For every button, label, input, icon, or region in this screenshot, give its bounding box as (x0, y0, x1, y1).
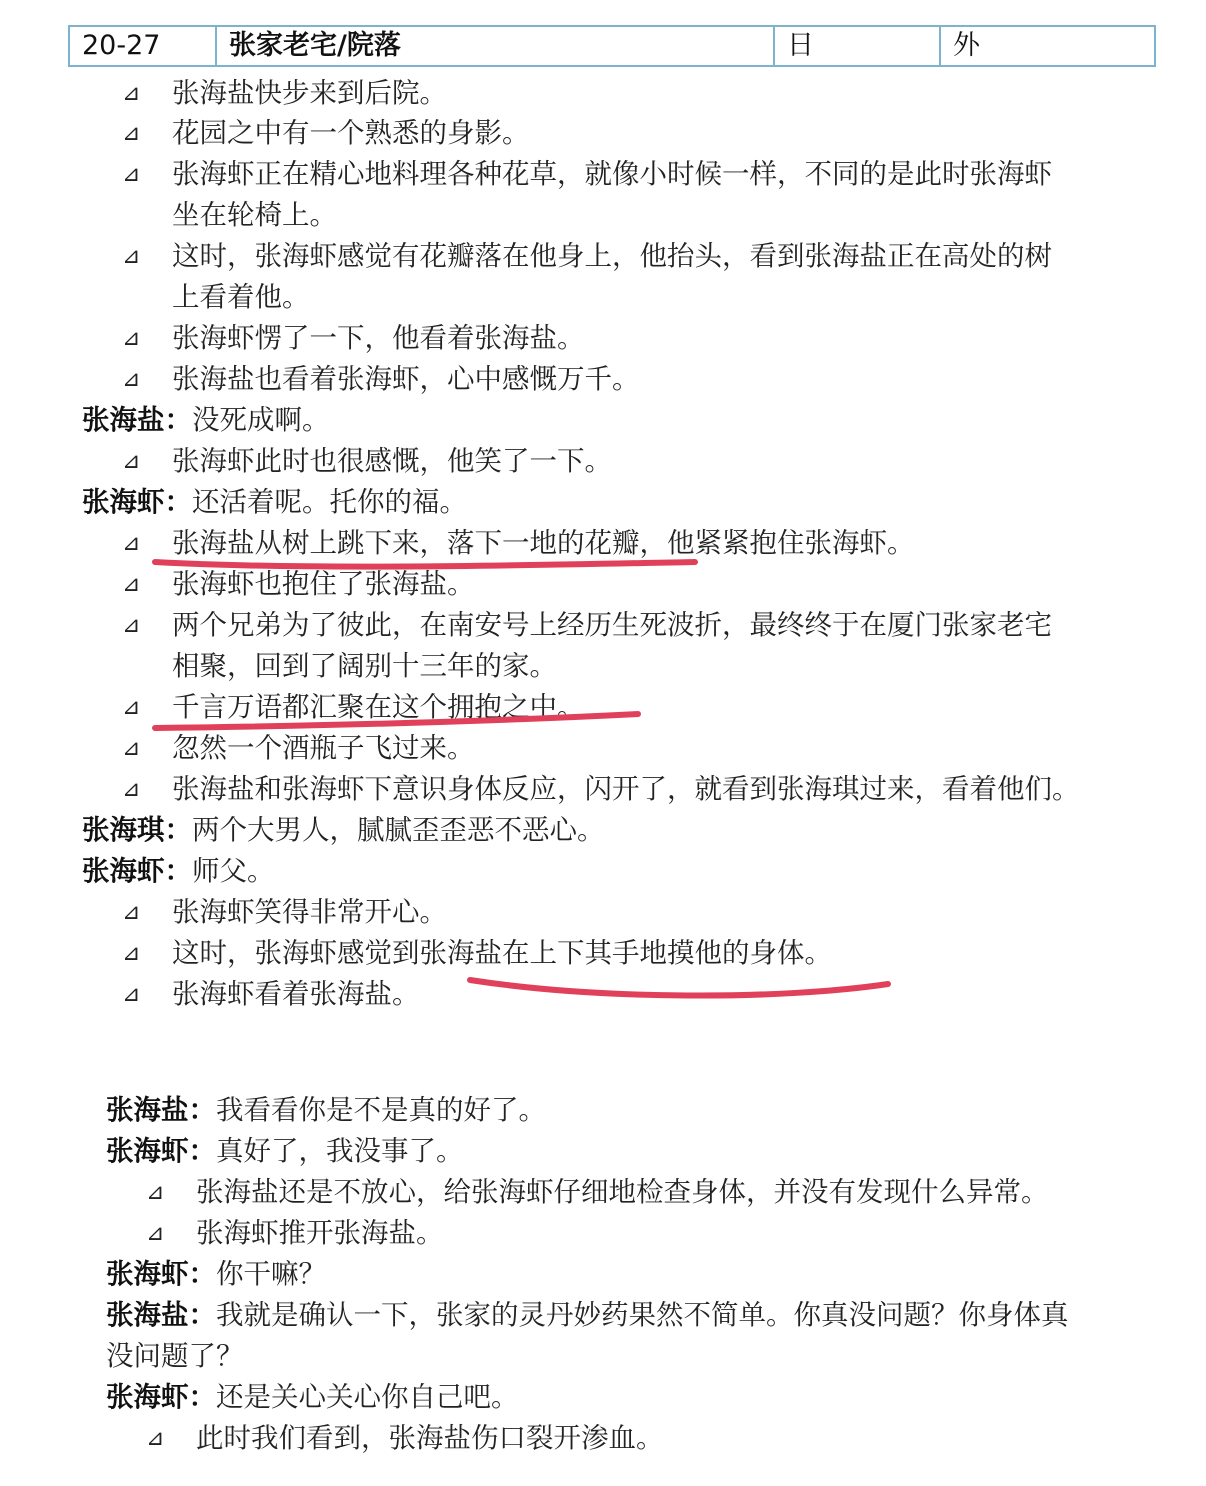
dialogue-line (106, 1295, 1069, 1336)
speaker-name: 张海虾： (82, 855, 192, 887)
action-line: 千言万语都汇聚在这个拥抱之中。 (172, 691, 585, 723)
action-line: 花园之中有一个熟悉的身影。 (172, 117, 530, 149)
scene-number: 20-27 (70, 27, 217, 65)
speaker-name: 张海虾： (106, 1381, 216, 1413)
speaker-name: 张海盐： (106, 1299, 216, 1331)
speaker-name: 张海虾： (106, 1258, 216, 1290)
dialogue-line (106, 1377, 519, 1418)
action-marker: ⊿ (122, 121, 141, 146)
action-marker: ⊿ (146, 1426, 165, 1451)
action-line: 这时，张海虾感觉到张海盐在上下其手地摸他的身体。 (172, 937, 832, 969)
action-marker: ⊿ (122, 736, 141, 761)
scene-setting: 外 (953, 30, 980, 61)
action-marker: ⊿ (122, 982, 141, 1007)
dialogue-text: 真好了，我没事了。 (216, 1135, 464, 1167)
action-marker: ⊿ (122, 531, 141, 556)
dialogue-line (82, 482, 467, 523)
action-line: 张海盐也看着张海虾，心中感慨万千。 (172, 363, 640, 395)
action-marker: ⊿ (122, 162, 141, 187)
dialogue-text: 师父。 (192, 855, 275, 887)
action-line: 张海虾愣了一下，他看着张海盐。 (172, 322, 585, 354)
scene-time: 日 (775, 27, 941, 65)
action-continuation: 相聚，回到了阔别十三年的家。 (172, 650, 557, 682)
speaker-name: 张海琪： (82, 814, 192, 846)
action-marker: ⊿ (146, 1221, 165, 1246)
action-marker: ⊿ (122, 900, 141, 925)
speaker-name: 张海盐： (106, 1094, 216, 1126)
action-line: 张海盐快步来到后院。 (172, 77, 447, 109)
action-line: 张海虾此时也很感慨，他笑了一下。 (172, 445, 612, 477)
scene-location: 张家老宅/院落 (217, 27, 775, 65)
dialogue-line (106, 1131, 464, 1172)
action-marker: ⊿ (122, 81, 141, 106)
action-marker: ⊿ (122, 572, 141, 597)
action-line: 张海盐和张海虾下意识身体反应，闪开了，就看到张海琪过来，看着他们。 (172, 773, 1080, 805)
dialogue-text: 两个大男人，腻腻歪歪恶不恶心。 (192, 814, 605, 846)
action-marker: ⊿ (122, 367, 141, 392)
action-line: 张海虾正在精心地料理各种花草，就像小时候一样，不同的是此时张海虾 (172, 158, 1052, 190)
action-line: 张海虾看着张海盐。 (172, 978, 420, 1010)
action-line: 张海虾推开张海盐。 (196, 1217, 444, 1249)
underline-stroke (470, 980, 888, 996)
action-line: 张海盐还是不放心，给张海虾仔细地检查身体，并没有发现什么异常。 (196, 1176, 1049, 1208)
dialogue-text: 还活着呢。托你的福。 (192, 486, 467, 518)
action-continuation: 上看着他。 (172, 281, 310, 313)
action-line: 忽然一个酒瓶子飞过来。 (172, 732, 475, 764)
dialogue-line (106, 1090, 546, 1131)
action-marker: ⊿ (122, 449, 141, 474)
action-line: 张海盐从树上跳下来，落下一地的花瓣，他紧紧抱住张海虾。 (172, 527, 915, 559)
action-line: 两个兄弟为了彼此，在南安号上经历生死波折，最终终于在厦门张家老宅 (172, 609, 1052, 641)
speaker-name: 张海虾： (82, 486, 192, 518)
action-marker: ⊿ (122, 244, 141, 269)
action-continuation: 坐在轮椅上。 (172, 199, 337, 231)
action-marker: ⊿ (122, 613, 141, 638)
dialogue-text: 我就是确认一下，张家的灵丹妙药果然不简单。你真没问题？你身体真 (216, 1299, 1069, 1331)
action-line: 这时，张海虾感觉有花瓣落在他身上，他抬头，看到张海盐正在高处的树 (172, 240, 1052, 272)
dialogue-continuation: 没问题了？ (106, 1340, 244, 1372)
dialogue-line (82, 851, 275, 892)
speaker-name: 张海盐： (82, 404, 192, 436)
dialogue-text: 还是关心关心你自己吧。 (216, 1381, 519, 1413)
action-marker: ⊿ (122, 777, 141, 802)
action-marker: ⊿ (122, 695, 141, 720)
dialogue-line (82, 810, 605, 851)
scene-heading-table (68, 25, 1156, 67)
dialogue-text: 你干嘛？ (216, 1258, 326, 1290)
action-marker: ⊿ (122, 941, 141, 966)
dialogue-line (106, 1254, 326, 1295)
speaker-name: 张海虾： (106, 1135, 216, 1167)
action-line: 张海虾笑得非常开心。 (172, 896, 447, 928)
dialogue-text: 我看看你是不是真的好了。 (216, 1094, 546, 1126)
dialogue-line (82, 400, 330, 441)
action-line: 张海虾也抱住了张海盐。 (172, 568, 475, 600)
action-marker: ⊿ (122, 326, 141, 351)
action-line: 此时我们看到，张海盐伤口裂开渗血。 (196, 1422, 664, 1454)
action-marker: ⊿ (146, 1180, 165, 1205)
dialogue-text: 没死成啊。 (192, 404, 330, 436)
